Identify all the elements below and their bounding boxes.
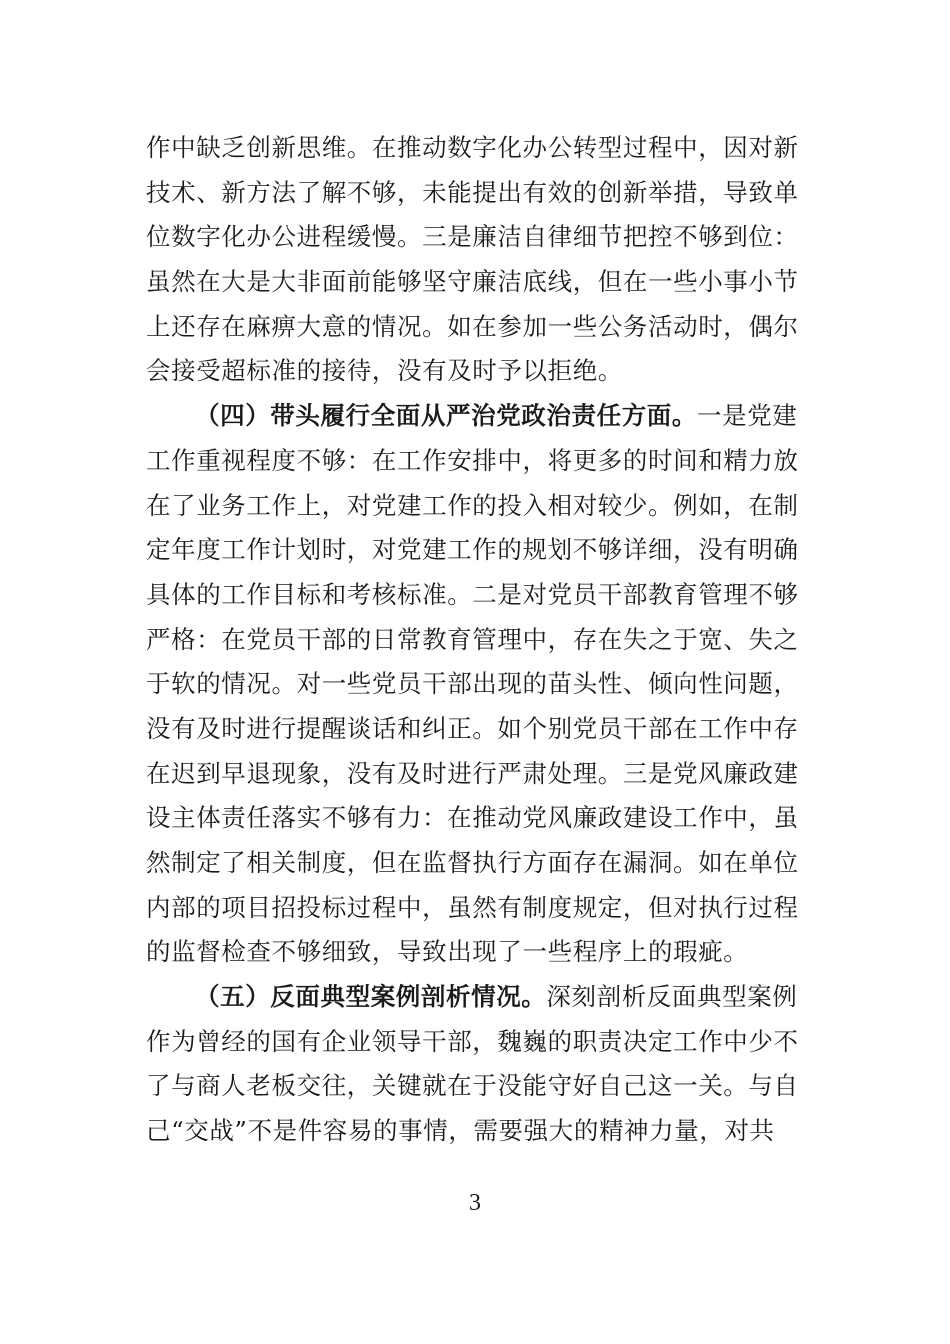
page-number: 3: [469, 1190, 481, 1216]
text-line: 内部的项目招投标过程中，虽然有制度规定，但对执行过程: [146, 892, 799, 922]
section-heading-5: （五）反面典型案例剖析情况。: [195, 982, 547, 1012]
text-line: 作中缺乏创新思维。在推动数字化办公转型过程中，因对新: [146, 133, 799, 162]
text-span: 一是党建: [697, 401, 798, 431]
text-line: 位数字化办公进程缓慢。三是廉洁自律细节把控不够到位：: [146, 222, 799, 252]
text-line: 作为曾经的国有企业领导干部，魏巍的职责决定工作中少不: [146, 1026, 799, 1056]
text-line: 在迟到早退现象，没有及时进行严肃处理。三是党风廉政建: [146, 758, 799, 788]
text-line: 技术、新方法了解不够，未能提出有效的创新举措，导致单: [146, 177, 799, 207]
text-line: 虽然在大是大非面前能够坚守廉洁底线，但在一些小事小节: [146, 267, 799, 297]
text-line: 工作重视程度不够：在工作安排中，将更多的时间和精力放: [146, 445, 799, 475]
text-span: 深刻剖析反面典型案例: [546, 982, 798, 1012]
text-line: 的监督检查不够细致，导致出现了一些程序上的瑕疵。: [146, 937, 749, 967]
text-line: 会接受超标准的接待，没有及时予以拒绝。: [146, 356, 623, 386]
text-line: 没有及时进行提醒谈话和纠正。如个别党员干部在工作中存: [146, 713, 799, 743]
text-line: 具体的工作目标和考核标准。二是对党员干部教育管理不够: [146, 579, 799, 609]
text-line: 了与商人老板交往，关键就在于没能守好自己这一关。与自: [146, 1071, 799, 1101]
paragraph-start-line: [146, 394, 808, 439]
text-line: 于软的情况。对一些党员干部出现的苗头性、倾向性问题，: [146, 669, 799, 699]
text-line: 在了业务工作上，对党建工作的投入相对较少。例如，在制: [146, 490, 799, 520]
text-line: 己“交战”不是件容易的事情，需要强大的精神力量，对共: [146, 1116, 775, 1146]
text-line: 定年度工作计划时，对党建工作的规划不够详细，没有明确: [146, 535, 799, 565]
section-heading-4: （四）带头履行全面从严治党政治责任方面。: [195, 401, 697, 431]
text-line: 上还存在麻痹大意的情况。如在参加一些公务活动时，偶尔: [146, 311, 799, 341]
text-line: 然制定了相关制度，但在监督执行方面存在漏洞。如在单位: [146, 848, 799, 877]
text-line: 严格：在党员干部的日常教育管理中，存在失之于宽、失之: [146, 624, 799, 654]
paragraph-start-line: [146, 975, 808, 1020]
text-line: 设主体责任落实不够有力：在推动党风廉政建设工作中，虽: [146, 803, 799, 833]
body-text: [146, 126, 808, 1154]
